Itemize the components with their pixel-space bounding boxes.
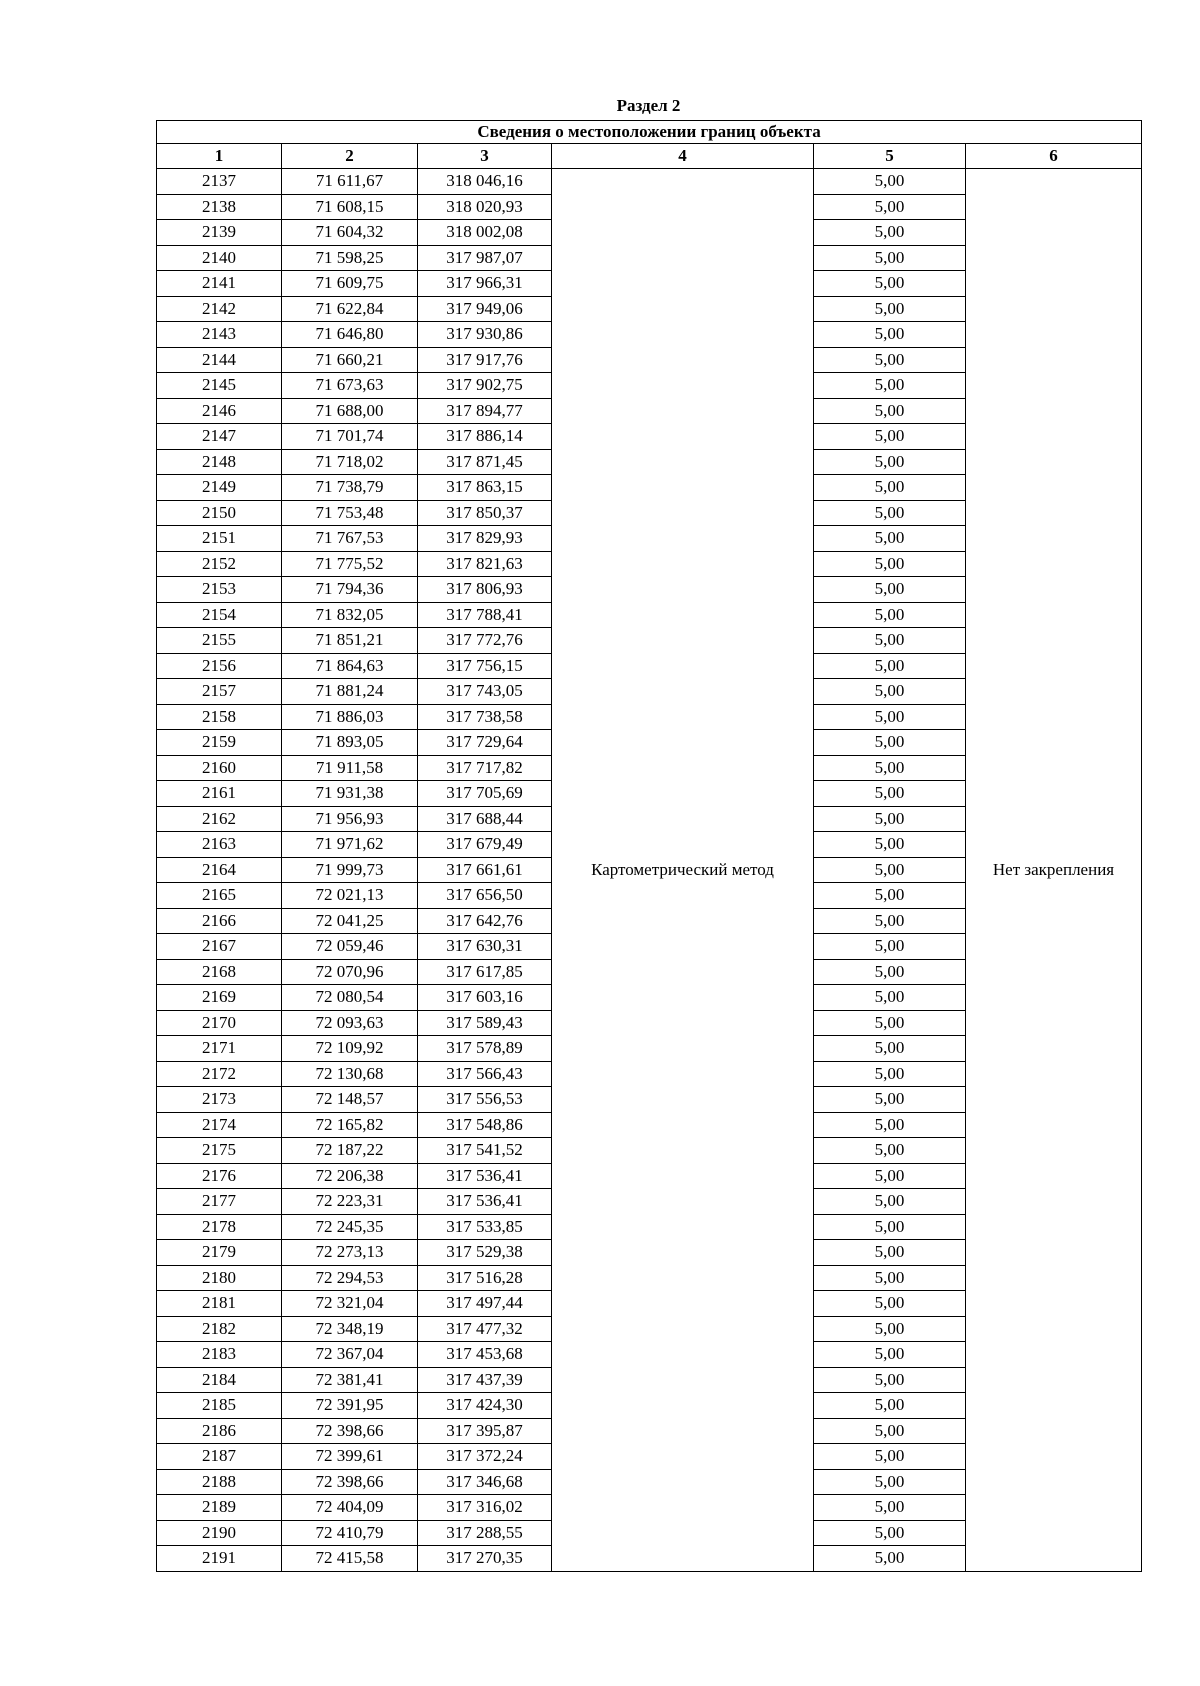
- y-coordinate-cell: 317 548,86: [418, 1112, 552, 1138]
- point-number-cell: 2182: [157, 1316, 282, 1342]
- boundary-table: [156, 120, 1142, 1572]
- x-coordinate-cell: 72 367,04: [282, 1342, 418, 1368]
- fixation-cell: Нет закрепления: [966, 169, 1142, 1572]
- x-coordinate-cell: 71 794,36: [282, 577, 418, 603]
- x-coordinate-cell: 71 673,63: [282, 373, 418, 399]
- method-cell: Картометрический метод: [552, 169, 814, 1572]
- table-row: [157, 169, 1142, 195]
- x-coordinate-cell: 72 021,13: [282, 883, 418, 909]
- accuracy-cell: 5,00: [814, 1265, 966, 1291]
- x-coordinate-cell: 71 999,73: [282, 857, 418, 883]
- accuracy-cell: 5,00: [814, 1546, 966, 1572]
- point-number-cell: 2143: [157, 322, 282, 348]
- point-number-cell: 2165: [157, 883, 282, 909]
- x-coordinate-cell: 71 893,05: [282, 730, 418, 756]
- accuracy-cell: 5,00: [814, 1418, 966, 1444]
- accuracy-cell: 5,00: [814, 1520, 966, 1546]
- point-number-cell: 2142: [157, 296, 282, 322]
- y-coordinate-cell: 317 529,38: [418, 1240, 552, 1266]
- accuracy-cell: 5,00: [814, 1291, 966, 1317]
- accuracy-cell: 5,00: [814, 1087, 966, 1113]
- y-coordinate-cell: 317 987,07: [418, 245, 552, 271]
- y-coordinate-cell: 317 886,14: [418, 424, 552, 450]
- x-coordinate-cell: 72 294,53: [282, 1265, 418, 1291]
- y-coordinate-cell: 317 806,93: [418, 577, 552, 603]
- y-coordinate-cell: 317 556,53: [418, 1087, 552, 1113]
- y-coordinate-cell: 317 949,06: [418, 296, 552, 322]
- x-coordinate-cell: 72 041,25: [282, 908, 418, 934]
- point-number-cell: 2163: [157, 832, 282, 858]
- x-coordinate-cell: 72 130,68: [282, 1061, 418, 1087]
- x-coordinate-cell: 71 832,05: [282, 602, 418, 628]
- point-number-cell: 2161: [157, 781, 282, 807]
- y-coordinate-cell: 317 424,30: [418, 1393, 552, 1419]
- point-number-cell: 2167: [157, 934, 282, 960]
- y-coordinate-cell: 317 756,15: [418, 653, 552, 679]
- column-header-4: 4: [552, 144, 814, 169]
- point-number-cell: 2179: [157, 1240, 282, 1266]
- x-coordinate-cell: 71 598,25: [282, 245, 418, 271]
- y-coordinate-cell: 317 497,44: [418, 1291, 552, 1317]
- x-coordinate-cell: 71 971,62: [282, 832, 418, 858]
- accuracy-cell: 5,00: [814, 347, 966, 373]
- y-coordinate-cell: 317 894,77: [418, 398, 552, 424]
- x-coordinate-cell: 72 109,92: [282, 1036, 418, 1062]
- y-coordinate-cell: 317 788,41: [418, 602, 552, 628]
- x-coordinate-cell: 72 398,66: [282, 1418, 418, 1444]
- point-number-cell: 2150: [157, 500, 282, 526]
- y-coordinate-cell: 318 020,93: [418, 194, 552, 220]
- point-number-cell: 2152: [157, 551, 282, 577]
- x-coordinate-cell: 71 718,02: [282, 449, 418, 475]
- accuracy-cell: 5,00: [814, 1138, 966, 1164]
- y-coordinate-cell: 317 536,41: [418, 1189, 552, 1215]
- y-coordinate-cell: 317 346,68: [418, 1469, 552, 1495]
- accuracy-cell: 5,00: [814, 526, 966, 552]
- point-number-cell: 2180: [157, 1265, 282, 1291]
- accuracy-cell: 5,00: [814, 1240, 966, 1266]
- x-coordinate-cell: 72 410,79: [282, 1520, 418, 1546]
- accuracy-cell: 5,00: [814, 934, 966, 960]
- y-coordinate-cell: 317 705,69: [418, 781, 552, 807]
- x-coordinate-cell: 71 956,93: [282, 806, 418, 832]
- point-number-cell: 2181: [157, 1291, 282, 1317]
- accuracy-cell: 5,00: [814, 704, 966, 730]
- accuracy-cell: 5,00: [814, 1036, 966, 1062]
- y-coordinate-cell: 317 688,44: [418, 806, 552, 832]
- point-number-cell: 2147: [157, 424, 282, 450]
- y-coordinate-cell: 317 536,41: [418, 1163, 552, 1189]
- point-number-cell: 2156: [157, 653, 282, 679]
- y-coordinate-cell: 317 372,24: [418, 1444, 552, 1470]
- accuracy-cell: 5,00: [814, 781, 966, 807]
- point-number-cell: 2160: [157, 755, 282, 781]
- point-number-cell: 2175: [157, 1138, 282, 1164]
- accuracy-cell: 5,00: [814, 475, 966, 501]
- x-coordinate-cell: 71 864,63: [282, 653, 418, 679]
- point-number-cell: 2177: [157, 1189, 282, 1215]
- section-label: Раздел 2: [616, 96, 681, 115]
- accuracy-cell: 5,00: [814, 424, 966, 450]
- accuracy-cell: 5,00: [814, 577, 966, 603]
- x-coordinate-cell: 72 381,41: [282, 1367, 418, 1393]
- accuracy-cell: 5,00: [814, 449, 966, 475]
- x-coordinate-cell: 71 660,21: [282, 347, 418, 373]
- accuracy-cell: 5,00: [814, 373, 966, 399]
- x-coordinate-cell: 71 701,74: [282, 424, 418, 450]
- y-coordinate-cell: 317 453,68: [418, 1342, 552, 1368]
- x-coordinate-cell: 72 059,46: [282, 934, 418, 960]
- point-number-cell: 2172: [157, 1061, 282, 1087]
- accuracy-cell: 5,00: [814, 296, 966, 322]
- table-caption: Сведения о местоположении границ объекта: [157, 121, 1142, 144]
- x-coordinate-cell: 71 911,58: [282, 755, 418, 781]
- point-number-cell: 2190: [157, 1520, 282, 1546]
- accuracy-cell: 5,00: [814, 857, 966, 883]
- accuracy-cell: 5,00: [814, 908, 966, 934]
- column-header-2: 2: [282, 144, 418, 169]
- x-coordinate-cell: 71 608,15: [282, 194, 418, 220]
- accuracy-cell: 5,00: [814, 653, 966, 679]
- point-number-cell: 2170: [157, 1010, 282, 1036]
- accuracy-cell: 5,00: [814, 985, 966, 1011]
- point-number-cell: 2149: [157, 475, 282, 501]
- x-coordinate-cell: 71 851,21: [282, 628, 418, 654]
- y-coordinate-cell: 317 821,63: [418, 551, 552, 577]
- x-coordinate-cell: 72 404,09: [282, 1495, 418, 1521]
- accuracy-cell: 5,00: [814, 1444, 966, 1470]
- column-header-3: 3: [418, 144, 552, 169]
- x-coordinate-cell: 71 646,80: [282, 322, 418, 348]
- accuracy-cell: 5,00: [814, 398, 966, 424]
- y-coordinate-cell: 318 002,08: [418, 220, 552, 246]
- column-header-6: 6: [966, 144, 1142, 169]
- accuracy-cell: 5,00: [814, 1010, 966, 1036]
- x-coordinate-cell: 72 415,58: [282, 1546, 418, 1572]
- point-number-cell: 2169: [157, 985, 282, 1011]
- point-number-cell: 2166: [157, 908, 282, 934]
- point-number-cell: 2188: [157, 1469, 282, 1495]
- point-number-cell: 2183: [157, 1342, 282, 1368]
- y-coordinate-cell: 317 930,86: [418, 322, 552, 348]
- y-coordinate-cell: 317 617,85: [418, 959, 552, 985]
- accuracy-cell: 5,00: [814, 1316, 966, 1342]
- x-coordinate-cell: 72 391,95: [282, 1393, 418, 1419]
- point-number-cell: 2158: [157, 704, 282, 730]
- y-coordinate-cell: 317 917,76: [418, 347, 552, 373]
- point-number-cell: 2155: [157, 628, 282, 654]
- y-coordinate-cell: 317 871,45: [418, 449, 552, 475]
- accuracy-cell: 5,00: [814, 194, 966, 220]
- accuracy-cell: 5,00: [814, 271, 966, 297]
- point-number-cell: 2141: [157, 271, 282, 297]
- point-number-cell: 2185: [157, 1393, 282, 1419]
- y-coordinate-cell: 317 772,76: [418, 628, 552, 654]
- y-coordinate-cell: 317 679,49: [418, 832, 552, 858]
- point-number-cell: 2153: [157, 577, 282, 603]
- accuracy-cell: 5,00: [814, 628, 966, 654]
- y-coordinate-cell: 317 395,87: [418, 1418, 552, 1444]
- point-number-cell: 2146: [157, 398, 282, 424]
- point-number-cell: 2159: [157, 730, 282, 756]
- y-coordinate-cell: 317 533,85: [418, 1214, 552, 1240]
- accuracy-cell: 5,00: [814, 1393, 966, 1419]
- x-coordinate-cell: 71 738,79: [282, 475, 418, 501]
- accuracy-cell: 5,00: [814, 1214, 966, 1240]
- accuracy-cell: 5,00: [814, 832, 966, 858]
- y-coordinate-cell: 317 656,50: [418, 883, 552, 909]
- x-coordinate-cell: 71 931,38: [282, 781, 418, 807]
- x-coordinate-cell: 71 622,84: [282, 296, 418, 322]
- y-coordinate-cell: 317 661,61: [418, 857, 552, 883]
- accuracy-cell: 5,00: [814, 1189, 966, 1215]
- x-coordinate-cell: 72 187,22: [282, 1138, 418, 1164]
- accuracy-cell: 5,00: [814, 1163, 966, 1189]
- point-number-cell: 2157: [157, 679, 282, 705]
- point-number-cell: 2137: [157, 169, 282, 195]
- y-coordinate-cell: 317 717,82: [418, 755, 552, 781]
- y-coordinate-cell: 317 902,75: [418, 373, 552, 399]
- accuracy-cell: 5,00: [814, 551, 966, 577]
- column-number-row: [157, 144, 1142, 169]
- point-number-cell: 2144: [157, 347, 282, 373]
- y-coordinate-cell: 317 850,37: [418, 500, 552, 526]
- accuracy-cell: 5,00: [814, 322, 966, 348]
- y-coordinate-cell: 317 541,52: [418, 1138, 552, 1164]
- x-coordinate-cell: 72 080,54: [282, 985, 418, 1011]
- accuracy-cell: 5,00: [814, 679, 966, 705]
- x-coordinate-cell: 71 688,00: [282, 398, 418, 424]
- x-coordinate-cell: 71 604,32: [282, 220, 418, 246]
- y-coordinate-cell: 317 270,35: [418, 1546, 552, 1572]
- column-header-1: 1: [157, 144, 282, 169]
- accuracy-cell: 5,00: [814, 1495, 966, 1521]
- point-number-cell: 2148: [157, 449, 282, 475]
- point-number-cell: 2186: [157, 1418, 282, 1444]
- point-number-cell: 2138: [157, 194, 282, 220]
- column-header-5: 5: [814, 144, 966, 169]
- accuracy-cell: 5,00: [814, 755, 966, 781]
- accuracy-cell: 5,00: [814, 220, 966, 246]
- point-number-cell: 2189: [157, 1495, 282, 1521]
- accuracy-cell: 5,00: [814, 169, 966, 195]
- accuracy-cell: 5,00: [814, 245, 966, 271]
- point-number-cell: 2174: [157, 1112, 282, 1138]
- point-number-cell: 2171: [157, 1036, 282, 1062]
- table-body: [157, 169, 1142, 1572]
- x-coordinate-cell: 71 886,03: [282, 704, 418, 730]
- y-coordinate-cell: 317 738,58: [418, 704, 552, 730]
- y-coordinate-cell: 317 863,15: [418, 475, 552, 501]
- x-coordinate-cell: 72 348,19: [282, 1316, 418, 1342]
- x-coordinate-cell: 72 245,35: [282, 1214, 418, 1240]
- point-number-cell: 2139: [157, 220, 282, 246]
- point-number-cell: 2145: [157, 373, 282, 399]
- y-coordinate-cell: 317 578,89: [418, 1036, 552, 1062]
- x-coordinate-cell: 71 767,53: [282, 526, 418, 552]
- point-number-cell: 2168: [157, 959, 282, 985]
- x-coordinate-cell: 72 206,38: [282, 1163, 418, 1189]
- point-number-cell: 2191: [157, 1546, 282, 1572]
- y-coordinate-cell: 317 316,02: [418, 1495, 552, 1521]
- x-coordinate-cell: 72 321,04: [282, 1291, 418, 1317]
- x-coordinate-cell: 71 611,67: [282, 169, 418, 195]
- x-coordinate-cell: 71 881,24: [282, 679, 418, 705]
- point-number-cell: 2176: [157, 1163, 282, 1189]
- y-coordinate-cell: 317 589,43: [418, 1010, 552, 1036]
- accuracy-cell: 5,00: [814, 1061, 966, 1087]
- x-coordinate-cell: 72 070,96: [282, 959, 418, 985]
- y-coordinate-cell: 317 642,76: [418, 908, 552, 934]
- accuracy-cell: 5,00: [814, 730, 966, 756]
- accuracy-cell: 5,00: [814, 602, 966, 628]
- point-number-cell: 2151: [157, 526, 282, 552]
- y-coordinate-cell: 318 046,16: [418, 169, 552, 195]
- point-number-cell: 2178: [157, 1214, 282, 1240]
- x-coordinate-cell: 71 609,75: [282, 271, 418, 297]
- y-coordinate-cell: 317 966,31: [418, 271, 552, 297]
- point-number-cell: 2154: [157, 602, 282, 628]
- x-coordinate-cell: 71 775,52: [282, 551, 418, 577]
- accuracy-cell: 5,00: [814, 806, 966, 832]
- y-coordinate-cell: 317 477,32: [418, 1316, 552, 1342]
- point-number-cell: 2162: [157, 806, 282, 832]
- y-coordinate-cell: 317 437,39: [418, 1367, 552, 1393]
- y-coordinate-cell: 317 516,28: [418, 1265, 552, 1291]
- x-coordinate-cell: 72 148,57: [282, 1087, 418, 1113]
- y-coordinate-cell: 317 729,64: [418, 730, 552, 756]
- x-coordinate-cell: 72 223,31: [282, 1189, 418, 1215]
- point-number-cell: 2184: [157, 1367, 282, 1393]
- accuracy-cell: 5,00: [814, 959, 966, 985]
- table-caption-row: [157, 121, 1142, 144]
- point-number-cell: 2164: [157, 857, 282, 883]
- x-coordinate-cell: 72 273,13: [282, 1240, 418, 1266]
- y-coordinate-cell: 317 743,05: [418, 679, 552, 705]
- accuracy-cell: 5,00: [814, 1367, 966, 1393]
- accuracy-cell: 5,00: [814, 1112, 966, 1138]
- x-coordinate-cell: 71 753,48: [282, 500, 418, 526]
- x-coordinate-cell: 72 093,63: [282, 1010, 418, 1036]
- point-number-cell: 2140: [157, 245, 282, 271]
- accuracy-cell: 5,00: [814, 1469, 966, 1495]
- point-number-cell: 2173: [157, 1087, 282, 1113]
- accuracy-cell: 5,00: [814, 1342, 966, 1368]
- accuracy-cell: 5,00: [814, 883, 966, 909]
- x-coordinate-cell: 72 398,66: [282, 1469, 418, 1495]
- y-coordinate-cell: 317 630,31: [418, 934, 552, 960]
- x-coordinate-cell: 72 165,82: [282, 1112, 418, 1138]
- y-coordinate-cell: 317 288,55: [418, 1520, 552, 1546]
- point-number-cell: 2187: [157, 1444, 282, 1470]
- y-coordinate-cell: 317 566,43: [418, 1061, 552, 1087]
- y-coordinate-cell: 317 603,16: [418, 985, 552, 1011]
- x-coordinate-cell: 72 399,61: [282, 1444, 418, 1470]
- accuracy-cell: 5,00: [814, 500, 966, 526]
- y-coordinate-cell: 317 829,93: [418, 526, 552, 552]
